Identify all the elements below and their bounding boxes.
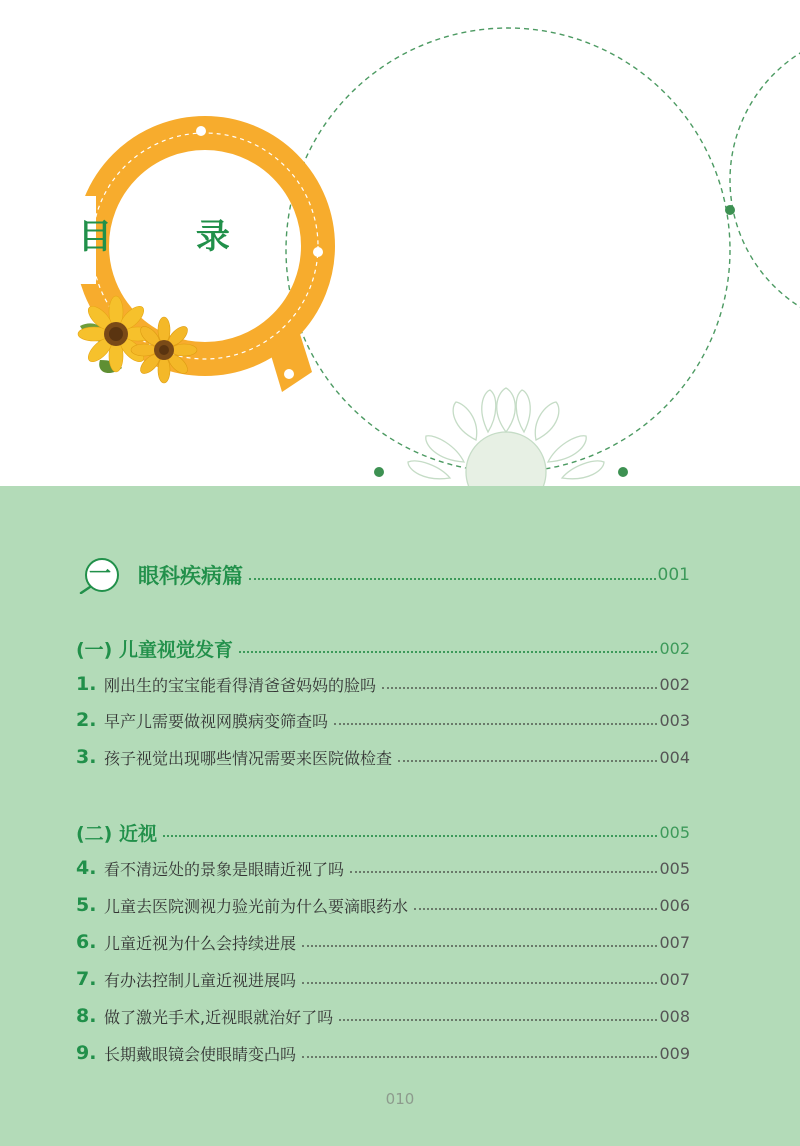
dot-leader xyxy=(302,982,657,984)
entry-page: 003 xyxy=(659,710,690,730)
dashed-circle-large xyxy=(286,28,730,472)
section-page: 002 xyxy=(659,638,690,658)
toc-entry[interactable] xyxy=(76,706,690,734)
entry-page: 008 xyxy=(659,1006,690,1026)
toc-entry[interactable] xyxy=(76,743,690,771)
dot-leader xyxy=(334,723,657,725)
entry-number: 9. xyxy=(76,1042,97,1064)
entry-title: 儿童近视为什么会持续进展 xyxy=(104,933,297,953)
toc-entry[interactable] xyxy=(76,1039,690,1067)
entry-title: 儿童去医院测视力验光前为什么要滴眼药水 xyxy=(104,896,409,916)
entry-number: 1. xyxy=(76,673,97,695)
sunflower-outline-icon xyxy=(408,388,604,486)
toc-entry[interactable] xyxy=(76,965,690,993)
chapter-number: 一 xyxy=(88,562,111,587)
entry-number: 6. xyxy=(76,931,97,953)
toc-section[interactable] xyxy=(76,818,690,846)
circle-dot xyxy=(618,467,628,477)
entry-page: 007 xyxy=(659,969,690,989)
entry-number: 5. xyxy=(76,894,97,916)
section-title: (二) 近视 xyxy=(76,822,157,845)
entry-number: 4. xyxy=(76,857,97,879)
entry-page: 007 xyxy=(659,932,690,952)
dot-leader xyxy=(239,651,657,653)
page-number: 010 xyxy=(385,1090,415,1108)
dot-leader xyxy=(302,945,657,947)
dot-leader xyxy=(249,578,656,580)
section-page: 005 xyxy=(659,822,690,842)
toc-entry[interactable] xyxy=(76,1002,690,1030)
entry-page: 004 xyxy=(659,747,690,767)
toc-entry[interactable] xyxy=(76,854,690,882)
dot-leader xyxy=(398,760,657,762)
page-title: 目 录 xyxy=(78,217,266,257)
entry-title: 长期戴眼镜会使眼睛变凸吗 xyxy=(104,1044,297,1064)
toc-entry[interactable] xyxy=(76,670,690,698)
dashed-circle-right xyxy=(730,30,800,330)
section-title: (一) 儿童视觉发育 xyxy=(76,638,233,661)
dot-leader xyxy=(339,1019,657,1021)
entry-title: 刚出生的宝宝能看得清爸爸妈妈的脸吗 xyxy=(104,675,377,695)
dot-leader xyxy=(163,835,657,837)
toc-entry[interactable] xyxy=(76,928,690,956)
entry-page: 006 xyxy=(659,895,690,915)
circle-dot xyxy=(725,205,735,215)
dot-leader xyxy=(382,687,657,689)
entry-page: 005 xyxy=(659,858,690,878)
entry-title: 孩子视觉出现哪些情况需要来医院做检查 xyxy=(104,748,393,768)
sunflower-icon xyxy=(78,296,197,383)
chapter-page: 001 xyxy=(657,565,690,585)
entry-title: 有办法控制儿童近视进展吗 xyxy=(104,970,297,990)
dot-leader xyxy=(302,1056,657,1058)
entry-page: 009 xyxy=(659,1043,690,1063)
chapter-title: 眼科疾病篇 xyxy=(138,564,243,588)
toc-entry[interactable] xyxy=(76,891,690,919)
entry-number: 7. xyxy=(76,968,97,990)
toc-chapter-entry[interactable] xyxy=(138,552,690,598)
entry-title: 做了激光手术,近视眼就治好了吗 xyxy=(104,1007,334,1027)
entry-number: 3. xyxy=(76,746,97,768)
entry-page: 002 xyxy=(659,674,690,694)
dot-leader xyxy=(350,871,657,873)
entry-number: 8. xyxy=(76,1005,97,1027)
toc-section[interactable] xyxy=(76,634,690,662)
entry-title: 看不清远处的景象是眼睛近视了吗 xyxy=(104,859,345,879)
circle-dot xyxy=(374,467,384,477)
dot-leader xyxy=(414,908,657,910)
entry-title: 早产儿需要做视网膜病变筛查吗 xyxy=(104,711,329,731)
entry-number: 2. xyxy=(76,709,97,731)
